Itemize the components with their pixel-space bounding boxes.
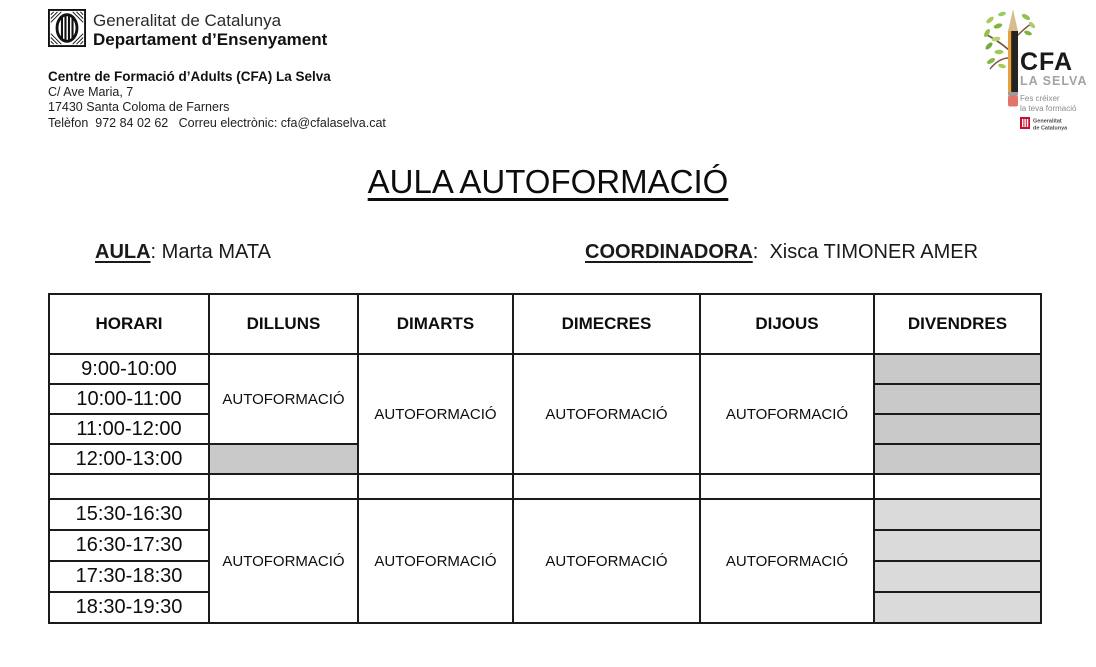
cell-divendres-shaded: [874, 530, 1041, 561]
empty-cell: [209, 474, 358, 499]
letterhead-address-block: [48, 69, 386, 131]
empty-cell: [358, 474, 513, 499]
pencil-icon: [1008, 10, 1018, 107]
time-slot: 10:00-11:00: [49, 384, 209, 414]
gov-line-2: de Catalunya: [1033, 125, 1068, 132]
cfa-name: LA SELVA: [1020, 74, 1088, 88]
table-row: [49, 354, 1041, 384]
address-street: C/ Ave Maria, 7: [48, 84, 134, 99]
cell-dimecres-morning: AUTOFORMACIÓ: [513, 354, 700, 474]
cell-dimarts-afternoon: AUTOFORMACIÓ: [358, 499, 513, 623]
cell-dimarts-morning: AUTOFORMACIÓ: [358, 354, 513, 474]
header-row: [49, 294, 1041, 354]
cell-divendres-shaded: [874, 414, 1041, 444]
org-name: Generalitat de Catalunya: [93, 11, 282, 30]
cfa-tagline-1: Fes créixer: [1020, 94, 1060, 103]
empty-cell: [49, 474, 209, 499]
aula-value: : Marta MATA: [150, 241, 271, 263]
time-slot: 17:30-18:30: [49, 561, 209, 592]
org-department: Departament d’Ensenyament: [93, 30, 328, 49]
cell-divendres-shaded: [874, 444, 1041, 474]
cell-dijous-morning: AUTOFORMACIÓ: [700, 354, 874, 474]
col-header-dimecres: DIMECRES: [513, 294, 700, 354]
time-slot: 9:00-10:00: [49, 354, 209, 384]
separator-row: [49, 474, 1041, 499]
generalitat-red-mark-icon: [1020, 117, 1030, 129]
cell-divendres-shaded: [874, 592, 1041, 623]
time-slot: 16:30-17:30: [49, 530, 209, 561]
cell-dijous-afternoon: AUTOFORMACIÓ: [700, 499, 874, 623]
empty-cell: [874, 474, 1041, 499]
contact-line: Telèfon 972 84 02 62 Correu electrònic: cfa@cfalaselva.cat: [48, 115, 386, 130]
time-slot: 11:00-12:00: [49, 414, 209, 444]
cell-dimecres-afternoon: AUTOFORMACIÓ: [513, 499, 700, 623]
coordinadora-info: [585, 241, 978, 264]
table-row: [49, 499, 1041, 530]
gov-line-1: Generalitat: [1033, 118, 1062, 125]
empty-cell: [700, 474, 874, 499]
cell-dilluns-afternoon: AUTOFORMACIÓ: [209, 499, 358, 623]
cell-divendres-shaded: [874, 499, 1041, 530]
cfa-acronym: CFA: [1020, 48, 1073, 76]
aula-info: [95, 241, 271, 264]
col-header-horari: HORARI: [49, 294, 209, 354]
coordinadora-label: COORDINADORA: [585, 241, 753, 263]
letterhead-org-block: [93, 11, 327, 49]
cell-divendres-shaded: [874, 354, 1041, 384]
col-header-dimarts: DIMARTS: [358, 294, 513, 354]
col-header-dilluns: DILLUNS: [209, 294, 358, 354]
coordinadora-value: : Xisca TIMONER AMER: [752, 241, 979, 263]
time-slot: 18:30-19:30: [49, 592, 209, 623]
cfa-tagline-2: la teva formació: [1020, 104, 1077, 113]
time-slot: 15:30-16:30: [49, 499, 209, 530]
cell-dilluns-shaded: [209, 444, 358, 474]
cell-divendres-shaded: [874, 384, 1041, 414]
cell-dilluns-morning: AUTOFORMACIÓ: [209, 354, 358, 444]
aula-label: AULA: [95, 241, 151, 263]
page-title: AULA AUTOFORMACIÓ: [367, 163, 729, 200]
col-header-dijous: DIJOUS: [700, 294, 874, 354]
cell-divendres-shaded: [874, 561, 1041, 592]
cfa-laselva-logo: [982, 6, 1092, 141]
col-header-divendres: DIVENDRES: [874, 294, 1041, 354]
address-city: 17430 Santa Coloma de Farners: [48, 100, 230, 114]
empty-cell: [513, 474, 700, 499]
generalitat-emblem-icon: [48, 9, 86, 47]
schedule-table: [48, 293, 1042, 624]
center-name: Centre de Formació d’Adults (CFA) La Selva: [48, 69, 331, 84]
time-slot: 12:00-13:00: [49, 444, 209, 474]
